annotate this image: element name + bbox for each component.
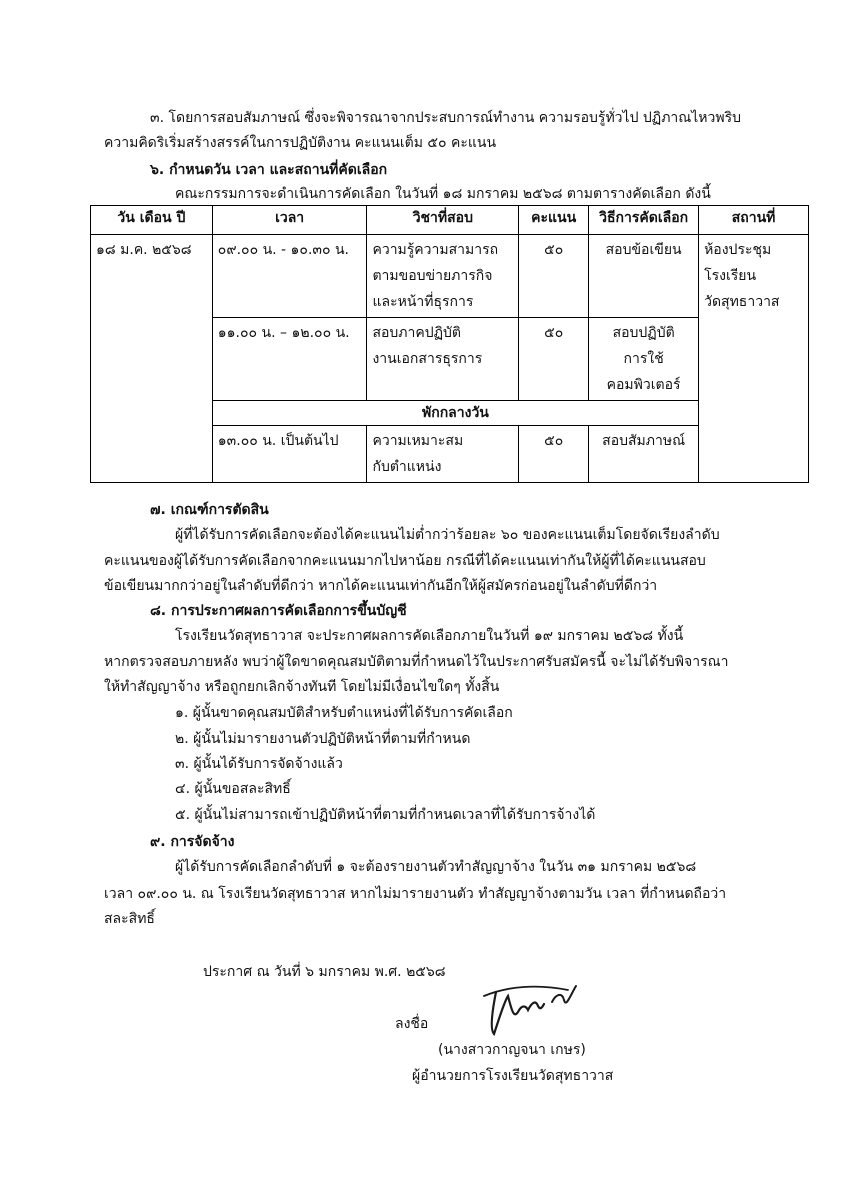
method-line: การใช้ [623,351,664,367]
cell-subject [367,426,519,483]
cell-score: ๕๐ [519,426,589,483]
section8-line3: ให้ทำสัญญาจ้าง หรือถูกยกเลิกจ้างทันที โดยไม่มีเงื่อนไขใดๆ ทั้งสิ้น [104,679,500,695]
table-row [91,235,809,318]
list-item: ๔. ผู้นั้นขอสละสิทธิ์ [175,781,291,797]
signer-name: (นางสาวกาญจนา เกษร) [438,1042,586,1058]
cell-time: ๐๙.๐๐ น. - ๑๐.๓๐ น. [212,235,367,318]
section9-heading: ๙. การจัดจ้าง [150,834,235,850]
place-line: วัดสุทธาวาส [704,294,780,310]
method-line: คอมพิวเตอร์ [606,377,681,393]
subject-line: สอบภาคปฏิบัติ [372,325,462,341]
signature [478,972,588,1042]
section9-line1: ผู้ได้รับการคัดเลือกลำดับที่ ๑ จะต้องรายงานตัวทำสัญญาจ้าง ในวัน ๓๑ มกราคม ๒๕๖๘ [175,859,697,875]
cell-method: สอบข้อเขียน [589,235,699,318]
cell-method [589,318,699,401]
para3-line1: ๓. โดยการสอบสัมภาษณ์ ซึ่งจะพิจารณาจากประสบการณ์ทำงาน ความรอบรู้ทั่วไป ปฏิภาณไหวพริบ [150,110,742,126]
subject-line: งานเอกสารธุรการ [372,351,483,367]
subject-line: และหน้าที่ธุรการ [372,294,474,310]
list-item: ๕. ผู้นั้นไม่สามารถเข้าปฏิบัติหน้าที่ตามที่กำหนดเวลาที่ได้รับการจ้างได้ [175,807,596,823]
header-date: วัน เดือน ปี [91,206,213,235]
section8-line1: โรงเรียนวัดสุทธาวาส จะประกาศผลการคัดเลือกภายในวันที่ ๑๙ มกราคม ๒๕๖๘ ทั้งนี้ [175,628,684,644]
section6-heading: ๖. กำหนดวัน เวลา และสถานที่คัดเลือก [150,162,388,178]
subject-line: ตามขอบข่ายภารกิจ [372,268,493,284]
header-time: เวลา [212,206,367,235]
list-item: ๓. ผู้นั้นได้รับการจัดจ้างแล้ว [175,756,343,772]
cell-place [699,235,809,483]
cell-date: ๑๘ ม.ค. ๒๕๖๘ [91,235,213,483]
place-line: โรงเรียน [704,268,757,284]
subject-line: กับตำแหน่ง [372,459,442,475]
section6-intro: คณะกรรมการจะดำเนินการคัดเลือก ในวันที่ ๑๘ มกราคม ๒๕๖๘ ตามตารางคัดเลือก ดังนี้ [175,186,711,202]
sign-label: ลงชื่อ [395,1016,429,1032]
section7-line2: คะแนนของผู้ได้รับการคัดเลือกจากคะแนนมากไปหาน้อย กรณีที่ได้คะแนนเท่ากันให้ผู้ที่ได้คะแนนสอบ [104,553,706,569]
list-item: ๑. ผู้นั้นขาดคุณสมบัติสำหรับตำแหน่งที่ได้รับการคัดเลือก [175,705,513,721]
schedule-table [90,205,809,483]
place-line: ห้องประชุม [704,242,772,258]
cell-subject [367,318,519,401]
signer-position: ผู้อำนวยการโรงเรียนวัดสุทธาวาส [412,1068,614,1084]
section8-line2: หากตรวจสอบภายหลัง พบว่าผู้ใดขาดคุณสมบัติตามที่กำหนดไว้ในประกาศรับสมัครนี้ จะไม่ได้รับพิจารณา [104,654,729,670]
table-header-row [91,206,809,235]
header-score: คะแนน [519,206,589,235]
para3-line2: ความคิดริเริ่มสร้างสรรค์ในการปฏิบัติงาน คะแนนเต็ม ๕๐ คะแนน [104,135,497,151]
cell-subject [367,235,519,318]
section7-line1: ผู้ที่ได้รับการคัดเลือกจะต้องได้คะแนนไม่ต่ำกว่าร้อยละ ๖๐ ของคะแนนเต็มโดยจัดเรียงลำดับ [175,527,720,543]
method-line: สอบปฏิบัติ [612,325,675,341]
cell-method: สอบสัมภาษณ์ [589,426,699,483]
section9-line3: สละสิทธิ์ [104,911,155,927]
cell-time: ๑๓.๐๐ น. เป็นต้นไป [212,426,367,483]
section9-line2: เวลา ๐๙.๐๐ น. ณ โรงเรียนวัดสุทธาวาส หากไม่มารายงานตัว ทำสัญญาจ้างตามวัน เวลา ที่กำหนดถือว่า [104,886,727,902]
header-method: วิธีการคัดเลือก [589,206,699,235]
cell-score: ๕๐ [519,235,589,318]
cell-time: ๑๑.๐๐ น. – ๑๒.๐๐ น. [212,318,367,401]
header-subject: วิชาที่สอบ [367,206,519,235]
subject-line: ความรู้ความสามารถ [372,242,499,258]
subject-line: ความเหมาะสม [372,433,464,449]
break-label: พักกลางวัน [212,401,698,426]
section8-heading: ๘. การประกาศผลการคัดเลือกการขึ้นบัญชี [150,603,407,619]
cell-score: ๕๐ [519,318,589,401]
section7-heading: ๗. เกณฑ์การตัดสิน [150,502,269,518]
header-place: สถานที่ [699,206,809,235]
announce-date: ประกาศ ณ วันที่ ๖ มกราคม พ.ศ. ๒๕๖๘ [203,964,446,980]
list-item: ๒. ผู้นั้นไม่มารายงานตัวปฏิบัติหน้าที่ตามที่กำหนด [175,731,471,747]
section7-line3: ข้อเขียนมากกว่าอยู่ในลำดับที่ดีกว่า หากได้คะแนนเท่ากันอีกให้ผู้สมัครก่อนอยู่ในลำดับที่ดีกว่า [104,578,658,594]
